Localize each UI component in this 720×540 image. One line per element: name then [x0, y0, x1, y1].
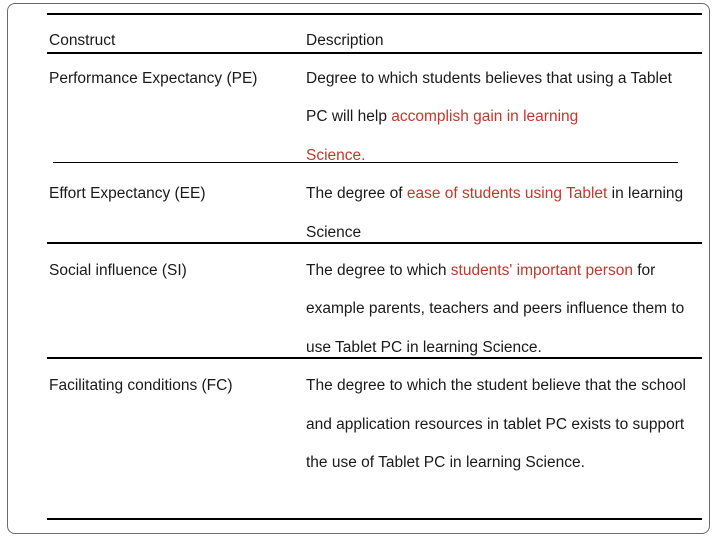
- description-si-line-3: [306, 338, 542, 358]
- header-construct: Construct: [49, 32, 116, 49]
- header-description: Description: [306, 32, 384, 49]
- text-segment: The degree to which the student believe that the school: [306, 377, 686, 394]
- description-pe-line-2: [306, 107, 578, 127]
- highlight-segment: Science.: [306, 147, 366, 164]
- description-pe-line-1: [306, 69, 672, 89]
- description-fc-line-2: [306, 415, 684, 435]
- text-segment: Science: [306, 224, 362, 241]
- row-rule-si: [47, 357, 702, 359]
- description-ee-line-1: [306, 184, 683, 204]
- description-pe-line-3: [306, 146, 365, 166]
- row-rule-pe: [53, 162, 678, 163]
- construct-pe: Performance Expectancy (PE): [49, 70, 258, 87]
- text-segment: in learning: [607, 185, 684, 202]
- text-segment: PC will help: [306, 108, 392, 125]
- construct-si: Social influence (SI): [49, 262, 187, 279]
- text-segment: for: [632, 262, 656, 279]
- text-segment: Degree to which students believes that using a Tablet: [306, 70, 672, 87]
- highlight-segment: students' important person: [450, 262, 633, 279]
- description-fc-line-3: [306, 453, 585, 473]
- highlight-segment: ease of students using Tablet: [406, 185, 608, 202]
- text-segment: the use of Tablet PC in learning Science.: [306, 454, 585, 471]
- row-rule-ee: [47, 242, 702, 244]
- table-top-rule: [47, 13, 702, 15]
- table-bottom-rule: [47, 518, 702, 520]
- construct-fc: Facilitating conditions (FC): [49, 377, 233, 394]
- text-segment: and application resources in tablet PC exists to support: [306, 416, 685, 433]
- construct-ee: Effort Expectancy (EE): [49, 185, 206, 202]
- header-rule: [47, 52, 702, 54]
- text-segment: The degree to which: [306, 262, 451, 279]
- description-ee-line-2: [306, 223, 361, 243]
- text-segment: use Tablet PC in learning Science.: [306, 339, 542, 356]
- description-fc-line-1: [306, 376, 686, 396]
- description-si-line-1: [306, 261, 655, 281]
- text-segment: The degree of: [306, 185, 407, 202]
- description-si-line-2: [306, 299, 684, 319]
- text-segment: example parents, teachers and peers influence them to: [306, 300, 685, 317]
- highlight-segment: accomplish gain in learning: [391, 108, 579, 125]
